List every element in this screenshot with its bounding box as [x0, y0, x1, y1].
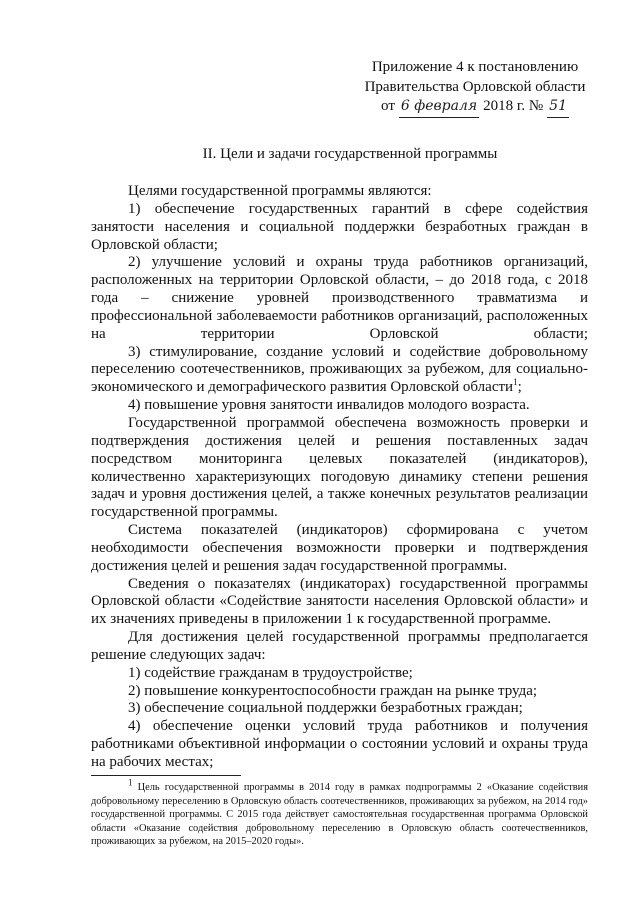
paragraph: Система показателей (индикаторов) сформирована с учетом необходимости обеспечения возможности проверки и подтверждения достижения целей и решения задач государственной программы.	[91, 522, 588, 574]
footnote-mark: 1	[513, 377, 518, 388]
footnote-text	[91, 777, 588, 849]
header-line-date	[345, 97, 605, 118]
footnote-number: 1	[128, 777, 133, 788]
section-title: II. Цели и задачи государственной программы	[202, 146, 498, 162]
paragraph-tail: ;	[517, 379, 522, 396]
paragraph: 4) обеспечение оценки условий труда работников и получения работниками объективной информации о состоянии условий и охраны труда на рабочих местах;	[91, 718, 588, 770]
paragraph: 3) обеспечение социальной поддержки безработных граждан;	[128, 700, 523, 717]
header-ot: от	[381, 98, 395, 114]
handwritten-date: 6 февраля	[399, 97, 479, 118]
handwritten-number: 51	[547, 97, 569, 118]
appendix-header	[345, 58, 605, 118]
footnote	[91, 777, 588, 849]
paragraph-text: 3) стимулирование, создание условий и содействие добровольному переселению соотечественников, проживающих за рубежом, для социально-экономического и демографического развития Орловской области	[91, 343, 588, 396]
paragraph: 4) повышение уровня занятости инвалидов молодого возраста.	[128, 397, 530, 414]
paragraph: 2) улучшение условий и охраны труда работников организаций, расположенных на территории Орловской области, – до 2018 года, с 2018 года – снижение уровней производственного травматизма и профессиональной заболеваемости работников организаций, расположенных на территории Орловской области;	[91, 254, 588, 342]
paragraph: Целями государственной программы являются:	[128, 183, 432, 199]
footnote-divider	[91, 775, 241, 776]
header-line-government: Правительства Орловской области	[364, 78, 586, 95]
header-line-appendix: Приложение 4 к постановлению	[371, 59, 579, 75]
footnote-body: Цель государственной программы в 2014 году в рамках подпрограммы 2 «Оказание содействия добровольному переселению в Орловскую область соотечественников, проживающих за рубежом, на 2014 год» государственной программы. С 2015 года действует самостоятельная государственная программа Орловской области «Оказание содействия добровольному переселению в Орловскую область соотечественников, проживающих за рубежом, на 2015–2020 годы».	[91, 782, 588, 847]
paragraph: Государственной программой обеспечена возможность проверки и подтверждения достижения целей и решения поставленных задач посредством мониторинга целевых показателей (индикаторов), количественно характеризующих погодовую динамику степени решения задач и уровня достижения целей, а также конечных результатов реализации государственной программы.	[91, 414, 588, 521]
paragraph: Сведения о показателях (индикаторах) государственной программы Орловской области «Содействие занятости населения Орловской области» и их значениях приведены в приложении 1 к государственной программе.	[91, 575, 588, 628]
paragraph	[91, 344, 588, 398]
paragraph: 1) содействие гражданам в трудоустройстве;	[128, 664, 413, 681]
paragraph: 2) повышение конкурентоспособности граждан на рынке труда;	[128, 682, 538, 699]
paragraph: 1) обеспечение государственных гарантий в сфере содействия занятости населения и социальной поддержки безработных граждан в Орловской области;	[91, 200, 588, 253]
paragraph: Для достижения целей государственной программы предполагается решение следующих задач:	[91, 629, 588, 663]
document-body	[91, 183, 588, 772]
header-year: 2018 г. №	[483, 98, 544, 114]
